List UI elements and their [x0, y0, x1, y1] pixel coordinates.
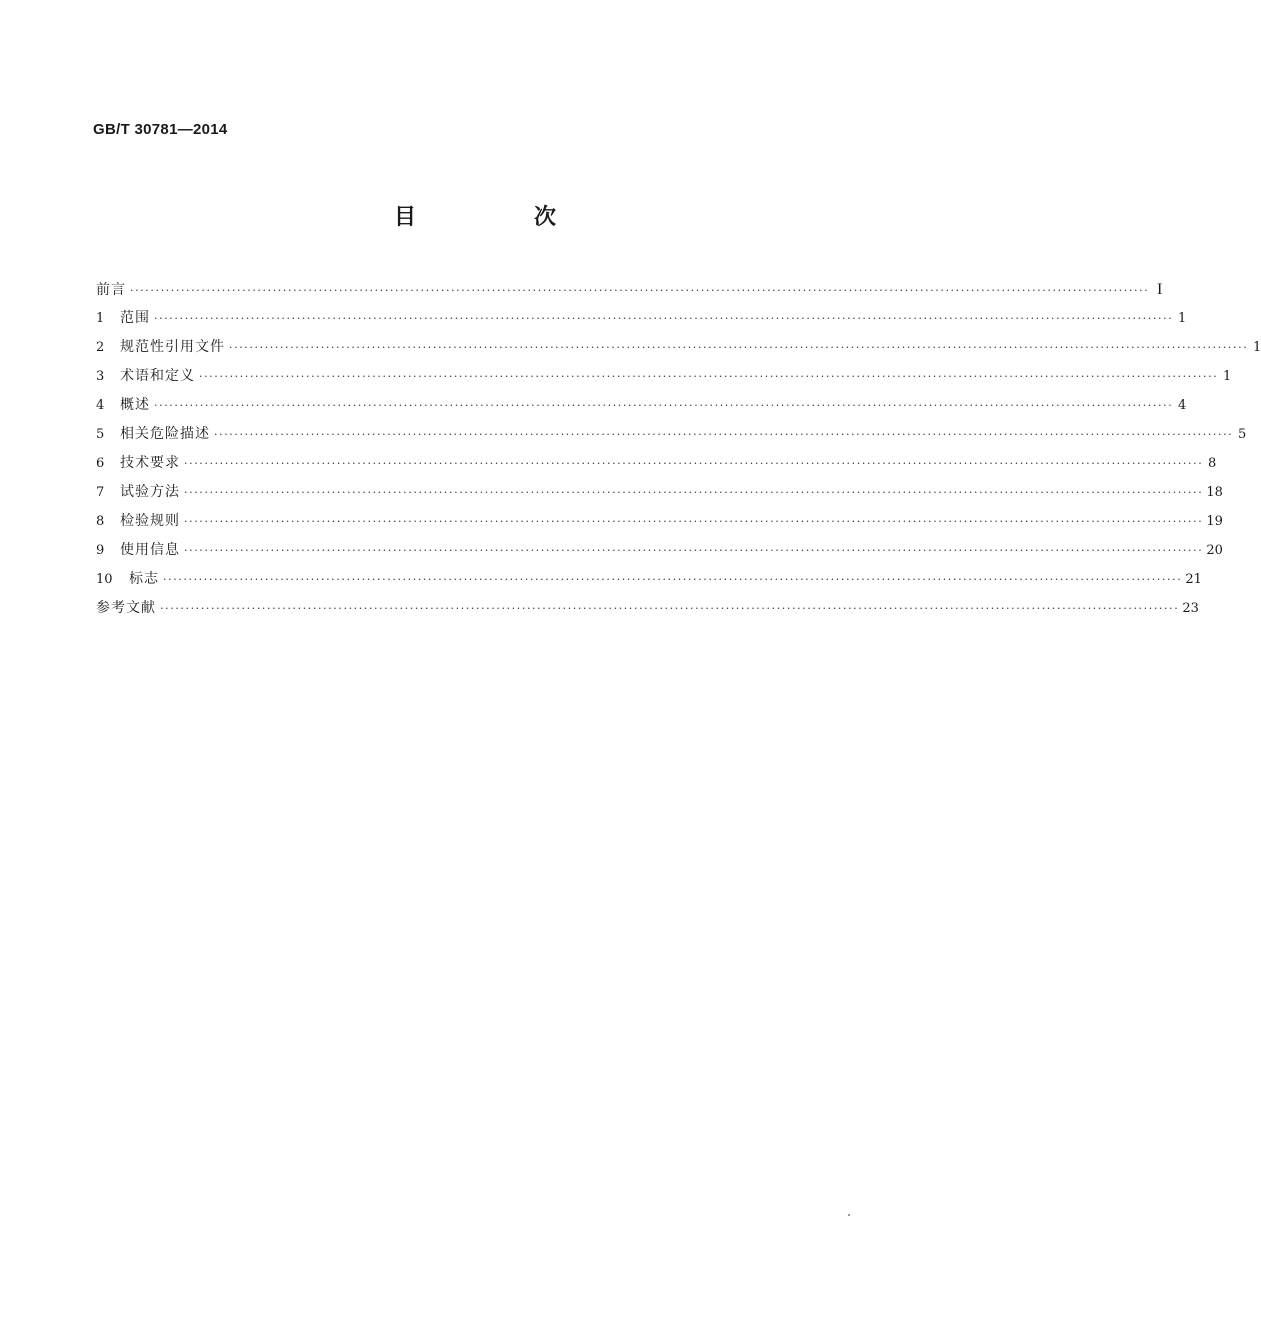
toc-entry-number: 8 [96, 514, 105, 529]
toc-entry-number: 7 [96, 485, 105, 500]
toc-entry-page: I [1157, 281, 1163, 298]
toc-entry-number: 6 [96, 456, 105, 471]
toc-leader-dots: ········································································································································································································ [214, 428, 1234, 441]
toc-entry-label: 技术要求 [120, 455, 180, 471]
toc-entry-page: 20 [1206, 543, 1223, 558]
toc-entry-label: 规范性引用文件 [120, 339, 225, 355]
toc-entry-label: 标志 [129, 571, 159, 587]
toc-entry-number: 3 [96, 369, 105, 384]
toc-leader-dots: ········································································································································································································ [160, 602, 1180, 615]
toc-leader-dots: ········································································································································································································ [184, 544, 1204, 557]
toc-entry-bibliography[interactable] [96, 594, 1199, 623]
toc-leader-dots: ········································································································································································································ [184, 515, 1204, 528]
toc-entry-page: 18 [1206, 485, 1223, 500]
toc-entry-label: 术语和定义 [120, 368, 195, 384]
standard-code: GB/T 30781—2014 [93, 121, 228, 138]
toc-entry-page: 5 [1238, 427, 1247, 442]
toc-leader-dots: ········································································································································································································ [184, 457, 1204, 470]
toc-entry-page: 23 [1182, 601, 1199, 616]
toc-entry-label: 使用信息 [120, 542, 180, 558]
toc-entry-hazards[interactable] [96, 420, 1247, 449]
toc-entry-page: 1 [1178, 311, 1187, 326]
toc-entry-label: 前言 [96, 282, 126, 298]
toc-entry-number: 2 [96, 340, 105, 355]
toc-title: 目 次 [393, 205, 604, 230]
toc-entry-page: 8 [1208, 456, 1217, 471]
toc-entry-scope[interactable] [96, 304, 1187, 333]
toc-entry-label: 概述 [120, 397, 150, 413]
toc-entry-page: 1 [1253, 340, 1261, 355]
toc-list [96, 275, 1261, 623]
toc-leader-dots: ········································································································································································································ [154, 312, 1174, 325]
toc-entry-number: 4 [96, 398, 105, 413]
toc-entry-page: 4 [1178, 398, 1187, 413]
toc-entry-label: 相关危险描述 [120, 426, 210, 442]
toc-entry-test-methods[interactable] [96, 478, 1223, 507]
toc-entry-overview[interactable] [96, 391, 1187, 420]
toc-entry-number: 5 [96, 427, 105, 442]
toc-entry-terms-definitions[interactable] [96, 362, 1232, 391]
toc-entry-foreword[interactable] [96, 275, 1163, 304]
toc-entry-label: 范围 [120, 310, 150, 326]
toc-entry-number: 10 [96, 572, 113, 587]
scan-speck [848, 1214, 850, 1216]
toc-leader-dots: ········································································································································································································ [184, 486, 1204, 499]
toc-entry-normative-references[interactable] [96, 333, 1261, 362]
toc-entry-technical-requirements[interactable] [96, 449, 1217, 478]
toc-entry-number: 9 [96, 543, 105, 558]
toc-entry-number: 1 [96, 311, 105, 326]
toc-entry-page: 1 [1223, 369, 1232, 384]
toc-entry-label: 试验方法 [120, 484, 180, 500]
toc-entry-label: 检验规则 [120, 513, 180, 529]
toc-entry-label: 参考文献 [96, 600, 156, 616]
toc-entry-marking[interactable] [96, 565, 1202, 594]
toc-leader-dots: ········································································································································································································ [130, 284, 1150, 297]
toc-entry-inspection-rules[interactable] [96, 507, 1223, 536]
toc-leader-dots: ········································································································································································································ [199, 370, 1219, 383]
toc-entry-page: 21 [1185, 572, 1202, 587]
toc-leader-dots: ········································································································································································································ [163, 573, 1183, 586]
toc-leader-dots: ········································································································································································································ [229, 341, 1249, 354]
toc-leader-dots: ········································································································································································································ [154, 399, 1174, 412]
toc-entry-usage-information[interactable] [96, 536, 1223, 565]
toc-entry-page: 19 [1206, 514, 1223, 529]
